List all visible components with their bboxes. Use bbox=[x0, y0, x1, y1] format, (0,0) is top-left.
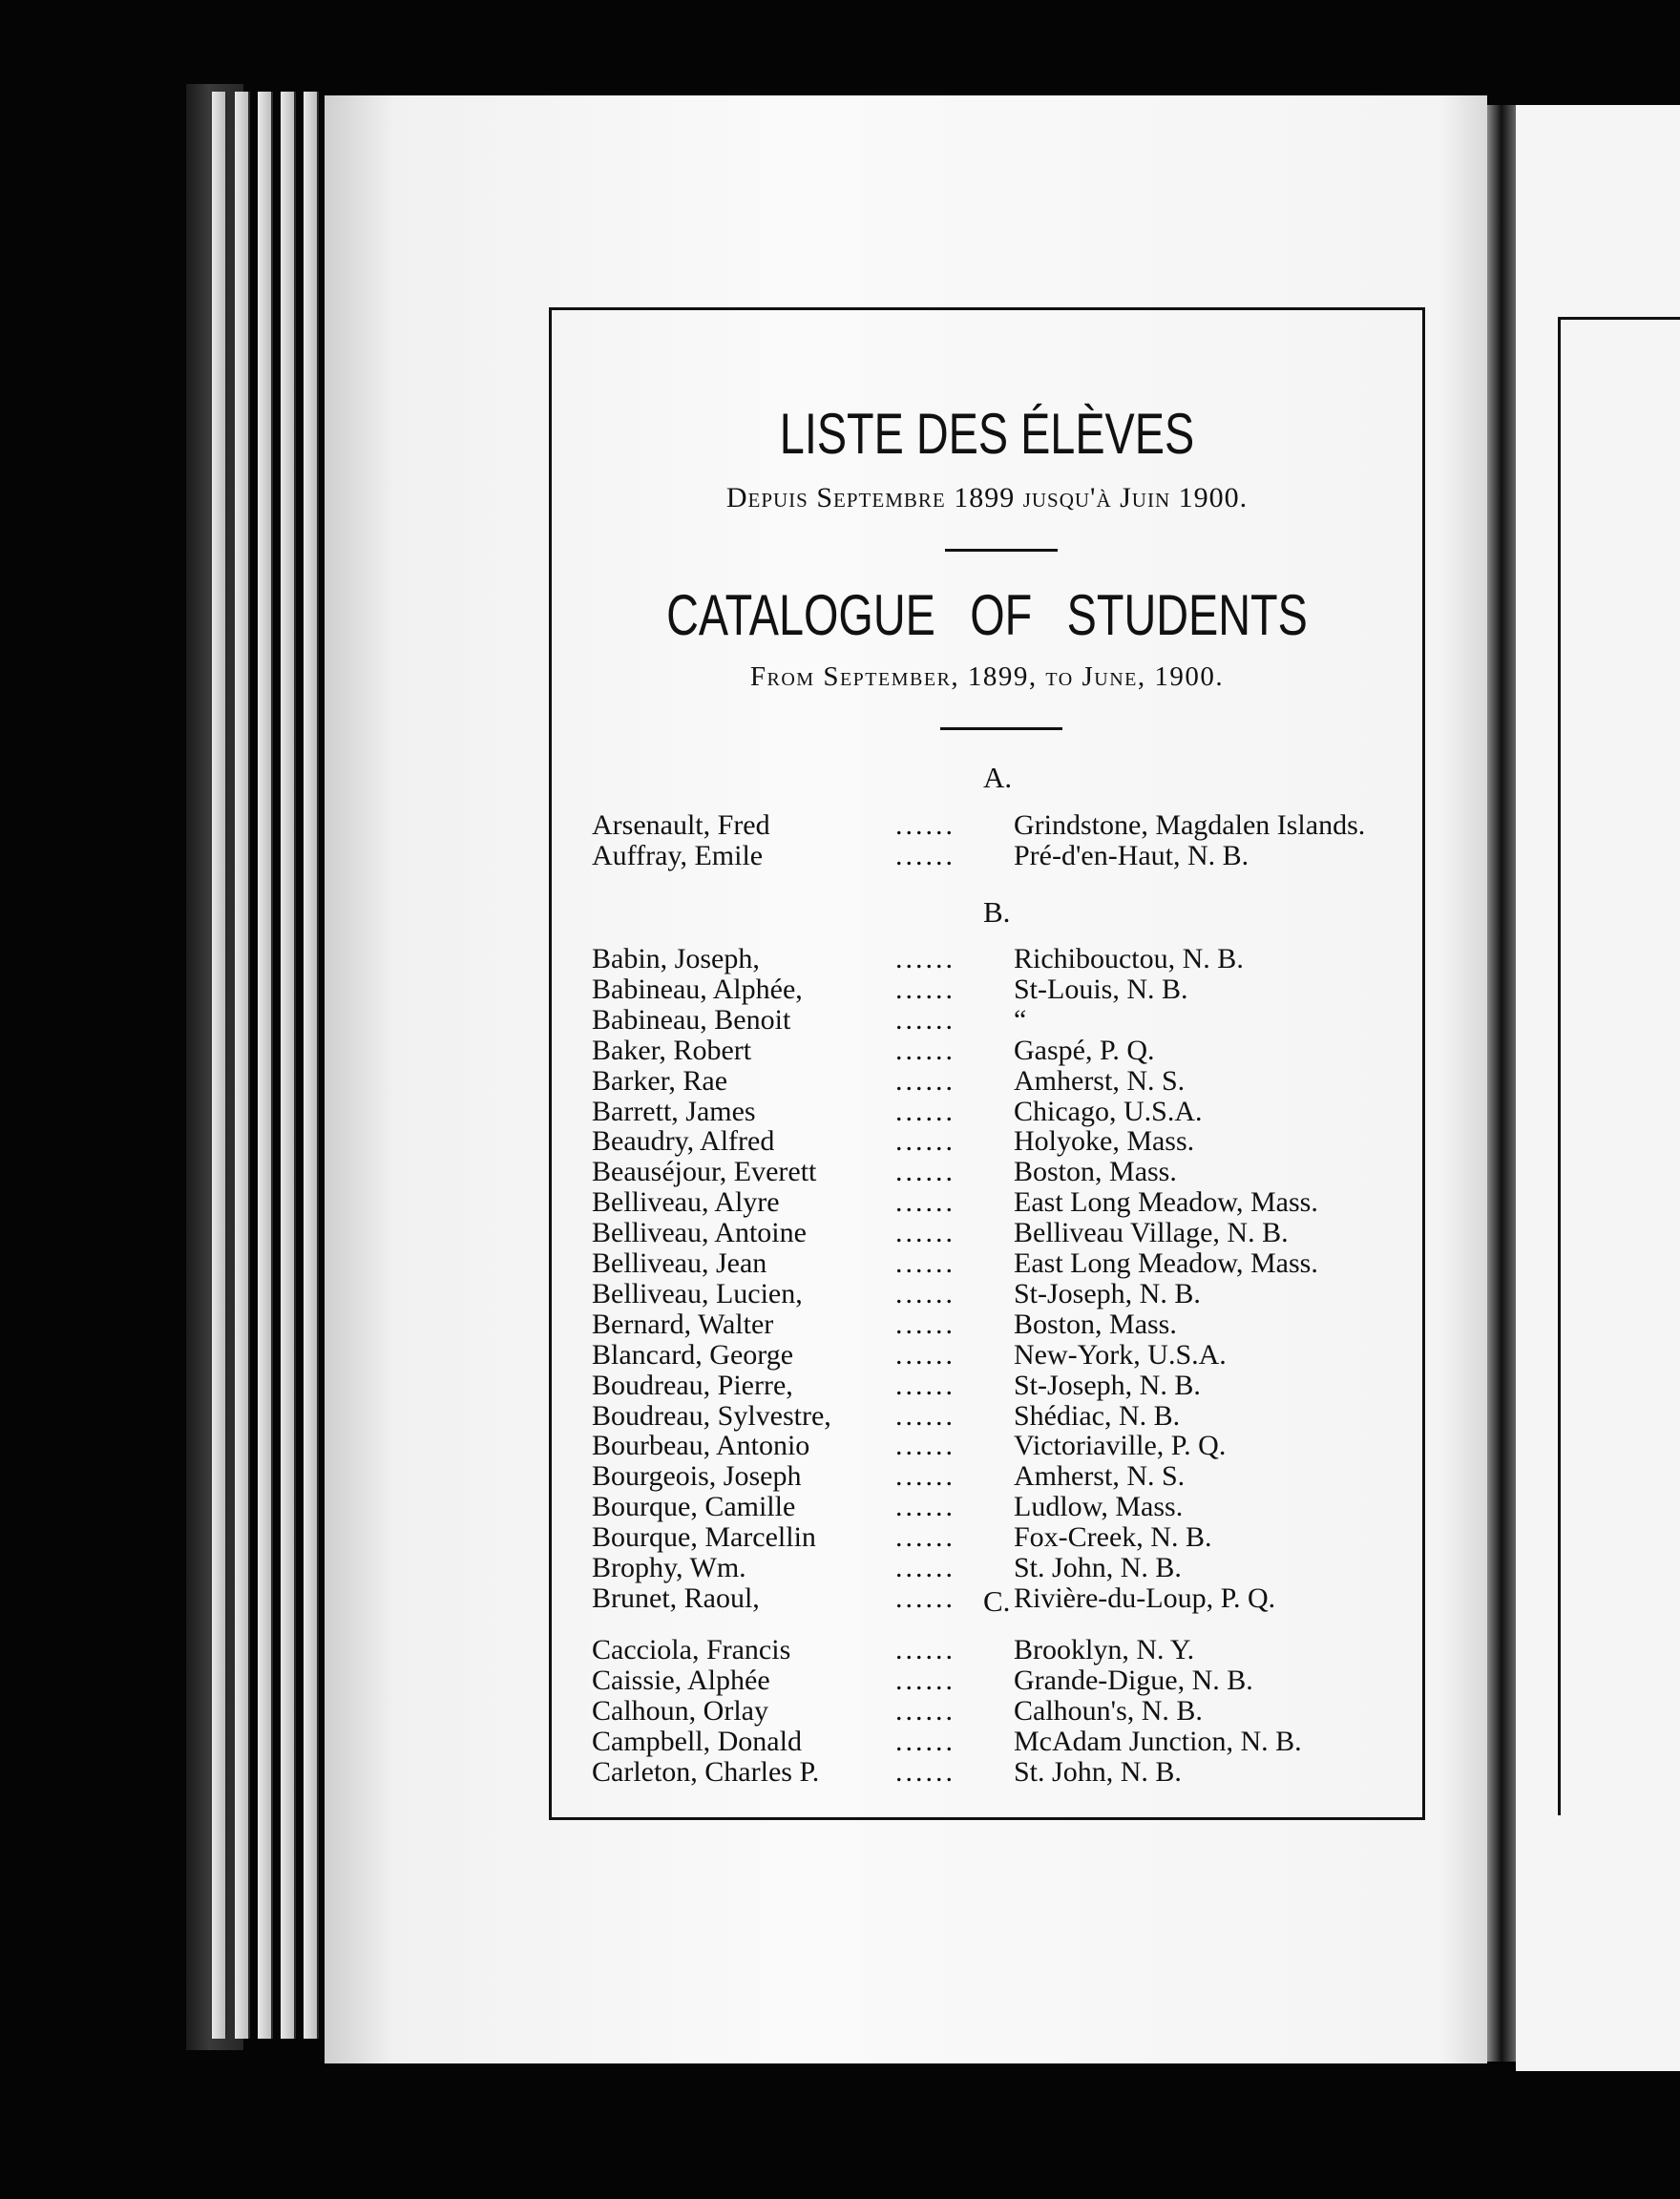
student-hometown: Ludlow, Mass. bbox=[1014, 1491, 1184, 1523]
student-hometown: Belliveau Village, N. B. bbox=[1014, 1217, 1289, 1249]
student-hometown: McAdam Junction, N. B. bbox=[1014, 1725, 1302, 1757]
student-name: Belliveau, Jean bbox=[592, 1247, 767, 1279]
student-hometown: Fox-Creek, N. B. bbox=[1014, 1521, 1212, 1554]
student-row bbox=[0, 1309, 1680, 1341]
leader-dots: ...... bbox=[895, 1003, 956, 1036]
student-hometown: Rivière-du-Loup, P. Q. bbox=[1014, 1581, 1276, 1614]
leader-dots: ...... bbox=[895, 1664, 956, 1696]
student-name: Caissie, Alphée bbox=[592, 1664, 770, 1696]
leader-dots: ...... bbox=[895, 809, 956, 841]
student-row bbox=[0, 1186, 1680, 1219]
student-row bbox=[0, 1491, 1680, 1523]
student-hometown: Grindstone, Magdalen Islands. bbox=[1014, 809, 1366, 841]
leader-dots: ...... bbox=[895, 1755, 956, 1788]
student-name: Barker, Rae bbox=[592, 1064, 728, 1097]
leader-dots: ...... bbox=[895, 1095, 956, 1127]
leader-dots: ...... bbox=[895, 1430, 956, 1462]
subtitle-english: From September, 1899, to June, 1900. bbox=[749, 661, 1225, 692]
student-row bbox=[0, 1035, 1680, 1067]
leader-dots: ...... bbox=[895, 1521, 956, 1554]
leader-dots: ...... bbox=[895, 1034, 956, 1066]
student-hometown: Brooklyn, N. Y. bbox=[1014, 1634, 1195, 1665]
student-hometown: St-Louis, N. B. bbox=[1014, 973, 1188, 1005]
student-hometown: Richibouctou, N. B. bbox=[1014, 943, 1244, 974]
divider-rule bbox=[940, 727, 1062, 730]
student-hometown: East Long Meadow, Mass. bbox=[1014, 1247, 1318, 1279]
student-name: Babineau, Benoit bbox=[592, 1003, 791, 1036]
student-row bbox=[0, 1634, 1680, 1666]
student-name: Boudreau, Pierre, bbox=[592, 1369, 793, 1401]
student-hometown: Shédiac, N. B. bbox=[1014, 1399, 1181, 1432]
section-letter: B. bbox=[983, 895, 1011, 929]
student-row bbox=[0, 809, 1680, 842]
student-hometown: Chicago, U.S.A. bbox=[1014, 1095, 1203, 1127]
student-hometown: Calhoun's, N. B. bbox=[1014, 1694, 1203, 1727]
student-name: Barrett, James bbox=[592, 1095, 756, 1127]
student-hometown: St-Joseph, N. B. bbox=[1014, 1277, 1201, 1309]
leader-dots: ...... bbox=[895, 1338, 956, 1371]
section-letter: A. bbox=[983, 761, 1013, 794]
student-row bbox=[0, 1370, 1680, 1402]
student-hometown: St. John, N. B. bbox=[1014, 1755, 1182, 1788]
student-hometown: Grande-Digue, N. B. bbox=[1014, 1664, 1253, 1696]
student-row bbox=[0, 1156, 1680, 1188]
leader-dots: ...... bbox=[895, 1156, 956, 1188]
student-hometown: Boston, Mass. bbox=[1014, 1308, 1177, 1340]
student-name: Campbell, Donald bbox=[592, 1725, 802, 1757]
student-hometown: Pré-d'en-Haut, N. B. bbox=[1014, 839, 1250, 871]
student-row bbox=[0, 1756, 1680, 1789]
student-name: Bourgeois, Joseph bbox=[592, 1460, 802, 1493]
student-row bbox=[0, 1582, 1680, 1615]
student-hometown: “ bbox=[1014, 1003, 1027, 1036]
student-hometown: New-York, U.S.A. bbox=[1014, 1338, 1227, 1371]
student-row bbox=[0, 1004, 1680, 1037]
section-letter: C. bbox=[983, 1584, 1011, 1618]
student-row bbox=[0, 1460, 1680, 1493]
student-row bbox=[0, 1339, 1680, 1372]
student-row bbox=[0, 1217, 1680, 1249]
student-hometown: Victoriaville, P. Q. bbox=[1014, 1430, 1227, 1462]
student-row bbox=[0, 1430, 1680, 1462]
leader-dots: ...... bbox=[895, 1694, 956, 1727]
student-name: Calhoun, Orlay bbox=[592, 1694, 768, 1727]
student-name: Bourque, Camille bbox=[592, 1491, 796, 1523]
student-hometown: Boston, Mass. bbox=[1014, 1156, 1177, 1188]
student-row bbox=[0, 1552, 1680, 1584]
student-name: Bernard, Walter bbox=[592, 1308, 774, 1340]
leader-dots: ...... bbox=[895, 1125, 956, 1158]
student-name: Bourque, Marcellin bbox=[592, 1521, 816, 1554]
student-row bbox=[0, 1521, 1680, 1554]
student-hometown: St. John, N. B. bbox=[1014, 1552, 1182, 1583]
student-name: Babin, Joseph, bbox=[592, 943, 760, 974]
student-row bbox=[0, 1695, 1680, 1728]
student-row bbox=[0, 1065, 1680, 1098]
student-row bbox=[0, 1278, 1680, 1310]
student-name: Bourbeau, Antonio bbox=[592, 1430, 810, 1462]
leader-dots: ...... bbox=[895, 1217, 956, 1249]
student-name: Cacciola, Francis bbox=[592, 1634, 791, 1665]
student-row bbox=[0, 1125, 1680, 1158]
leader-dots: ...... bbox=[895, 1369, 956, 1401]
student-name: Beaudry, Alfred bbox=[592, 1125, 775, 1158]
leader-dots: ...... bbox=[895, 1491, 956, 1523]
leader-dots: ...... bbox=[895, 1247, 956, 1279]
title-french: LISTE DES ÉLÈVES bbox=[779, 402, 1195, 466]
leader-dots: ...... bbox=[895, 1725, 956, 1757]
student-row bbox=[0, 1247, 1680, 1280]
student-row bbox=[0, 974, 1680, 1006]
subtitle-french: Depuis Septembre 1899 jusqu'à Juin 1900. bbox=[725, 482, 1249, 513]
student-row bbox=[0, 1096, 1680, 1128]
leader-dots: ...... bbox=[895, 1064, 956, 1097]
student-name: Belliveau, Lucien, bbox=[592, 1277, 803, 1309]
leader-dots: ...... bbox=[895, 1581, 956, 1614]
student-name: Carleton, Charles P. bbox=[592, 1755, 820, 1788]
student-name: Beauséjour, Everett bbox=[592, 1156, 817, 1188]
student-row bbox=[0, 943, 1680, 975]
leader-dots: ...... bbox=[895, 1186, 956, 1219]
leader-dots: ...... bbox=[895, 973, 956, 1005]
divider-rule bbox=[945, 549, 1058, 552]
leader-dots: ...... bbox=[895, 839, 956, 871]
student-name: Babineau, Alphée, bbox=[592, 973, 803, 1005]
student-name: Brunet, Raoul, bbox=[592, 1581, 760, 1614]
student-name: Belliveau, Alyre bbox=[592, 1186, 780, 1219]
student-name: Baker, Robert bbox=[592, 1034, 752, 1066]
student-row bbox=[0, 1400, 1680, 1433]
student-hometown: Gaspé, P. Q. bbox=[1014, 1034, 1155, 1066]
student-hometown: Amherst, N. S. bbox=[1014, 1064, 1186, 1097]
student-hometown: East Long Meadow, Mass. bbox=[1014, 1186, 1318, 1219]
student-hometown: Holyoke, Mass. bbox=[1014, 1125, 1195, 1158]
student-name: Brophy, Wm. bbox=[592, 1552, 746, 1583]
title-english: CATALOGUE OF STUDENTS bbox=[666, 583, 1308, 647]
student-row bbox=[0, 840, 1680, 872]
leader-dots: ...... bbox=[895, 1552, 956, 1583]
student-row bbox=[0, 1726, 1680, 1758]
leader-dots: ...... bbox=[895, 1460, 956, 1493]
student-name: Belliveau, Antoine bbox=[592, 1217, 807, 1249]
leader-dots: ...... bbox=[895, 943, 956, 974]
leader-dots: ...... bbox=[895, 1399, 956, 1432]
student-name: Blancard, George bbox=[592, 1338, 794, 1371]
leader-dots: ...... bbox=[895, 1634, 956, 1665]
facing-page-frame bbox=[1558, 317, 1680, 320]
student-name: Auffray, Emile bbox=[592, 839, 764, 871]
student-hometown: Amherst, N. S. bbox=[1014, 1460, 1186, 1493]
leader-dots: ...... bbox=[895, 1277, 956, 1309]
leader-dots: ...... bbox=[895, 1308, 956, 1340]
student-row bbox=[0, 1665, 1680, 1697]
student-hometown: St-Joseph, N. B. bbox=[1014, 1369, 1201, 1401]
student-name: Boudreau, Sylvestre, bbox=[592, 1399, 831, 1432]
student-name: Arsenault, Fred bbox=[592, 809, 770, 841]
